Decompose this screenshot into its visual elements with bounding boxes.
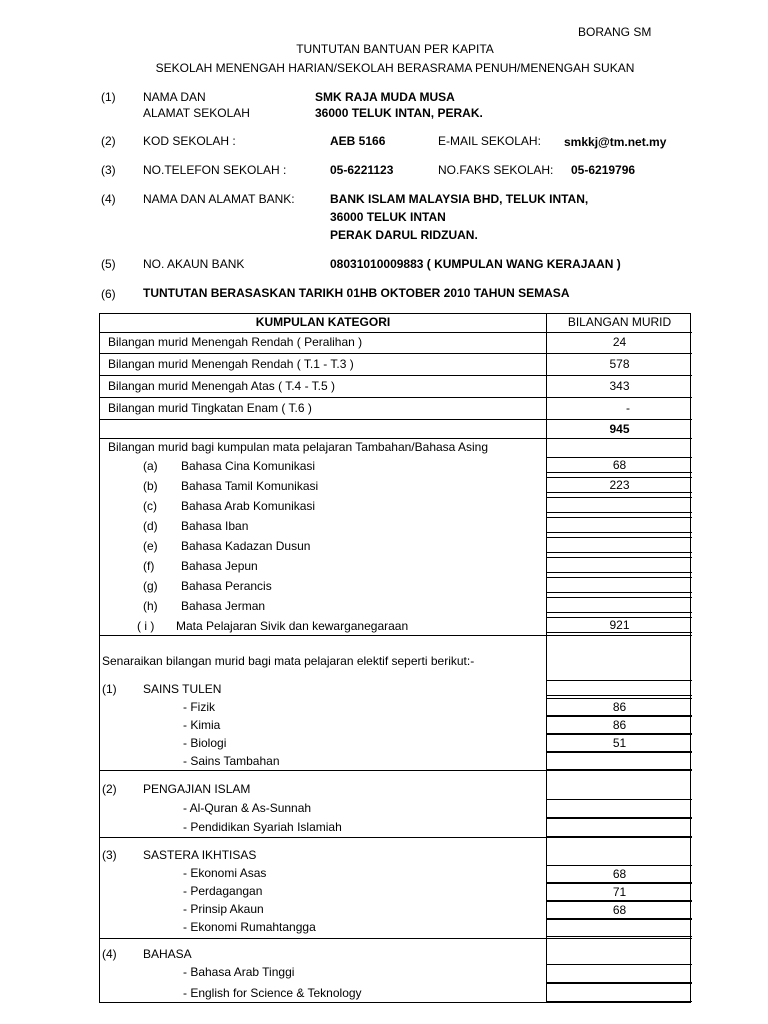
group-number: (2)	[102, 782, 117, 796]
subject-count: 71	[547, 883, 692, 901]
school-code: AEB 5166	[330, 134, 386, 148]
subject-count	[547, 752, 692, 770]
lang-label: Bahasa Jerman	[181, 599, 266, 613]
subject-count	[547, 799, 692, 818]
field-label: NO.FAKS SEKOLAH:	[438, 163, 554, 177]
lang-label: Bahasa Tamil Komunikasi	[181, 479, 319, 493]
field-number: (4)	[101, 192, 116, 206]
lang-label: Bahasa Kadazan Dusun	[181, 539, 311, 553]
subject-label: - Al-Quran & As-Sunnah	[183, 801, 312, 815]
row-divider	[100, 770, 692, 771]
subject-label: - Ekonomi Asas	[183, 866, 267, 880]
subject-label: - Perdagangan	[183, 884, 263, 898]
field-number: (2)	[101, 134, 116, 148]
lang-letter: (h)	[143, 599, 158, 613]
row-divider	[100, 837, 692, 838]
group-number: (3)	[102, 848, 117, 862]
level-label: Bilangan murid Menengah Rendah ( T.1 - T.3 )	[108, 357, 354, 371]
subject-label: - Sains Tambahan	[183, 754, 280, 768]
subject-label: - Fizik	[183, 700, 215, 714]
lang-label: Bahasa Arab Komunikasi	[181, 499, 316, 513]
elective-intro: Senaraikan bilangan murid bagi mata pelajaran elektif seperti berikut:-	[102, 654, 475, 668]
school-email: smkkj@tm.net.my	[564, 135, 667, 149]
group-number: (4)	[102, 947, 117, 961]
form-code: BORANG SM	[578, 25, 652, 39]
lang-letter: (g)	[143, 579, 158, 593]
group-name: PENGAJIAN ISLAM	[143, 782, 251, 796]
lang-count	[547, 557, 692, 573]
field-label: NAMA DAN ALAMAT BANK:	[143, 192, 295, 206]
row-divider	[100, 438, 692, 439]
lang-count: 68	[547, 457, 692, 473]
subject-count	[547, 983, 692, 1002]
form-subtitle: SEKOLAH MENENGAH HARIAN/SEKOLAH BERASRAMA PENUH/MENENGAH SUKAN	[155, 61, 635, 75]
level-count: 343	[609, 379, 630, 393]
lang-label: Bahasa Jepun	[181, 559, 258, 573]
bank-name: BANK ISLAM MALAYSIA BHD, TELUK INTAN,	[330, 192, 589, 206]
subject-count: 86	[547, 698, 692, 716]
group-name: SASTERA IKHTISAS	[143, 848, 257, 862]
header-count: BILANGAN MURID	[567, 315, 672, 329]
school-phone: 05-6221123	[330, 163, 394, 177]
row-divider	[100, 635, 692, 636]
group-number: (1)	[102, 682, 117, 696]
subject-count: 51	[547, 734, 692, 752]
lang-count	[547, 517, 692, 533]
subject-count	[547, 919, 692, 937]
lang-count	[547, 577, 692, 593]
lang-count	[547, 537, 692, 553]
lang-letter: (b)	[143, 479, 158, 493]
subject-label: - Kimia	[183, 718, 221, 732]
row-divider	[100, 419, 692, 420]
lang-letter: (f)	[143, 559, 155, 573]
school-fax: 05-6219796	[571, 163, 636, 177]
level-label: Bilangan murid Tingkatan Enam ( T.6 )	[108, 401, 312, 415]
lang-letter: (a)	[143, 459, 158, 473]
bank-account: 08031010009883 ( KUMPULAN WANG KERAJAAN )	[330, 257, 621, 271]
subject-label: - Ekonomi Rumahtangga	[183, 920, 316, 934]
lang-letter: (c)	[143, 499, 157, 513]
row-divider	[100, 938, 692, 939]
level-count: 578	[609, 357, 630, 371]
subject-count	[547, 964, 692, 983]
subject-count: 68	[547, 865, 692, 883]
group-count	[547, 680, 692, 696]
bank-state: PERAK DARUL RIDZUAN.	[330, 228, 478, 242]
group-name: BAHASA	[143, 947, 192, 961]
row-divider	[100, 353, 692, 354]
lang-label: Bahasa Iban	[181, 519, 249, 533]
school-name: SMK RAJA MUDA MUSA	[315, 90, 455, 104]
subject-label: - Biologi	[183, 736, 227, 750]
subject-label: - English for Science & Teknology	[183, 986, 362, 1000]
lang-letter: (d)	[143, 519, 158, 533]
level-count: 24	[612, 335, 627, 349]
field-label: KOD SEKOLAH :	[143, 134, 236, 148]
row-divider	[100, 397, 692, 398]
lang-letter: ( i )	[137, 619, 155, 633]
form-title: TUNTUTAN BANTUAN PER KAPITA	[296, 42, 494, 56]
group-name: SAINS TULEN	[143, 682, 222, 696]
subject-count	[547, 818, 692, 837]
lang-label: Bahasa Perancis	[181, 579, 272, 593]
field-number: (6)	[101, 287, 116, 301]
field-label: E-MAIL SEKOLAH:	[438, 134, 541, 148]
lang-count: 921	[547, 617, 692, 633]
subject-label: - Bahasa Arab Tinggi	[183, 965, 295, 979]
field-number: (1)	[101, 90, 116, 104]
field-label: NO.TELEFON SEKOLAH :	[143, 163, 287, 177]
language-heading: Bilangan murid bagi kumpulan mata pelajaran Tambahan/Bahasa Asing	[108, 440, 489, 454]
field-label: ALAMAT SEKOLAH	[143, 106, 250, 120]
lang-letter: (e)	[143, 539, 158, 553]
lang-label: Bahasa Cina Komunikasi	[181, 459, 316, 473]
field-label: NO. AKAUN BANK	[143, 257, 245, 271]
total-count: 945	[609, 422, 630, 436]
bank-address: 36000 TELUK INTAN	[330, 210, 446, 224]
field-number: (3)	[101, 163, 116, 177]
school-address: 36000 TELUK INTAN, PERAK.	[315, 106, 483, 120]
lang-label: Mata Pelajaran Sivik dan kewarganegaraan	[176, 619, 409, 633]
lang-count: 223	[547, 477, 692, 493]
level-label: Bilangan murid Menengah Atas ( T.4 - T.5 )	[108, 379, 336, 393]
subject-count: 86	[547, 716, 692, 734]
subject-label: - Pendidikan Syariah Islamiah	[183, 820, 342, 834]
level-count: -	[626, 401, 630, 415]
category-table	[99, 313, 691, 1003]
lang-count	[547, 497, 692, 513]
lang-count	[547, 597, 692, 613]
field-label: NAMA DAN	[143, 90, 206, 104]
claim-basis: TUNTUTAN BERASASKAN TARIKH 01HB OKTOBER 2010 TAHUN SEMASA	[143, 286, 570, 300]
row-divider	[100, 332, 692, 333]
row-divider	[100, 375, 692, 376]
level-label: Bilangan murid Menengah Rendah ( Peralihan )	[108, 335, 363, 349]
header-category: KUMPULAN KATEGORI	[255, 315, 391, 329]
subject-label: - Prinsip Akaun	[183, 902, 264, 916]
subject-count: 68	[547, 901, 692, 919]
field-number: (5)	[101, 257, 116, 271]
